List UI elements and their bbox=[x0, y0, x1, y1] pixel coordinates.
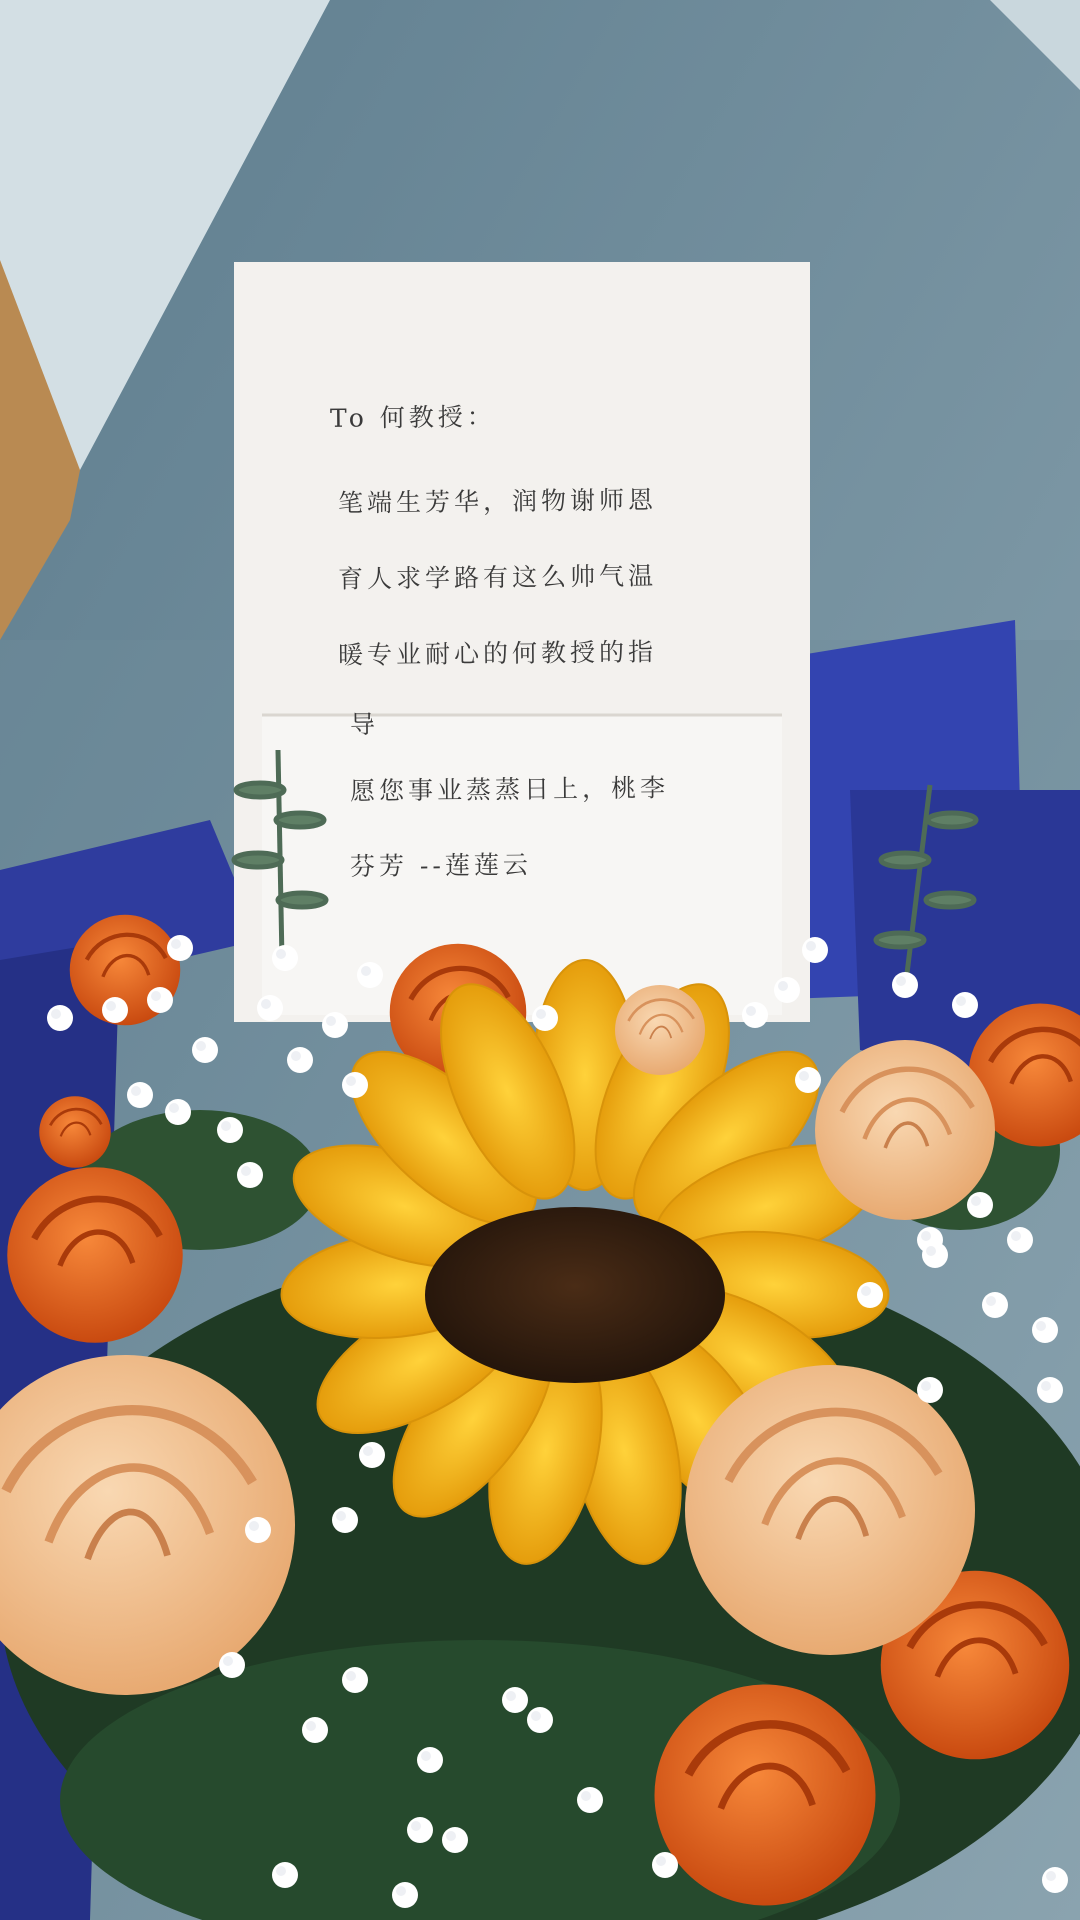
card-line: 暖专业耐心的何教授的指 bbox=[337, 637, 658, 670]
card-signature-line: 芬芳 --莲莲云 bbox=[349, 850, 533, 881]
card-line: 育人求学路有这么帅气温 bbox=[337, 561, 658, 594]
card-line: 导 bbox=[349, 709, 380, 740]
card-line: 愿您事业蒸蒸日上，桃李 bbox=[349, 773, 670, 806]
card-greeting: To 何教授： bbox=[329, 402, 496, 433]
card-line: 笔端生芳华，润物谢师恩 bbox=[337, 485, 658, 518]
